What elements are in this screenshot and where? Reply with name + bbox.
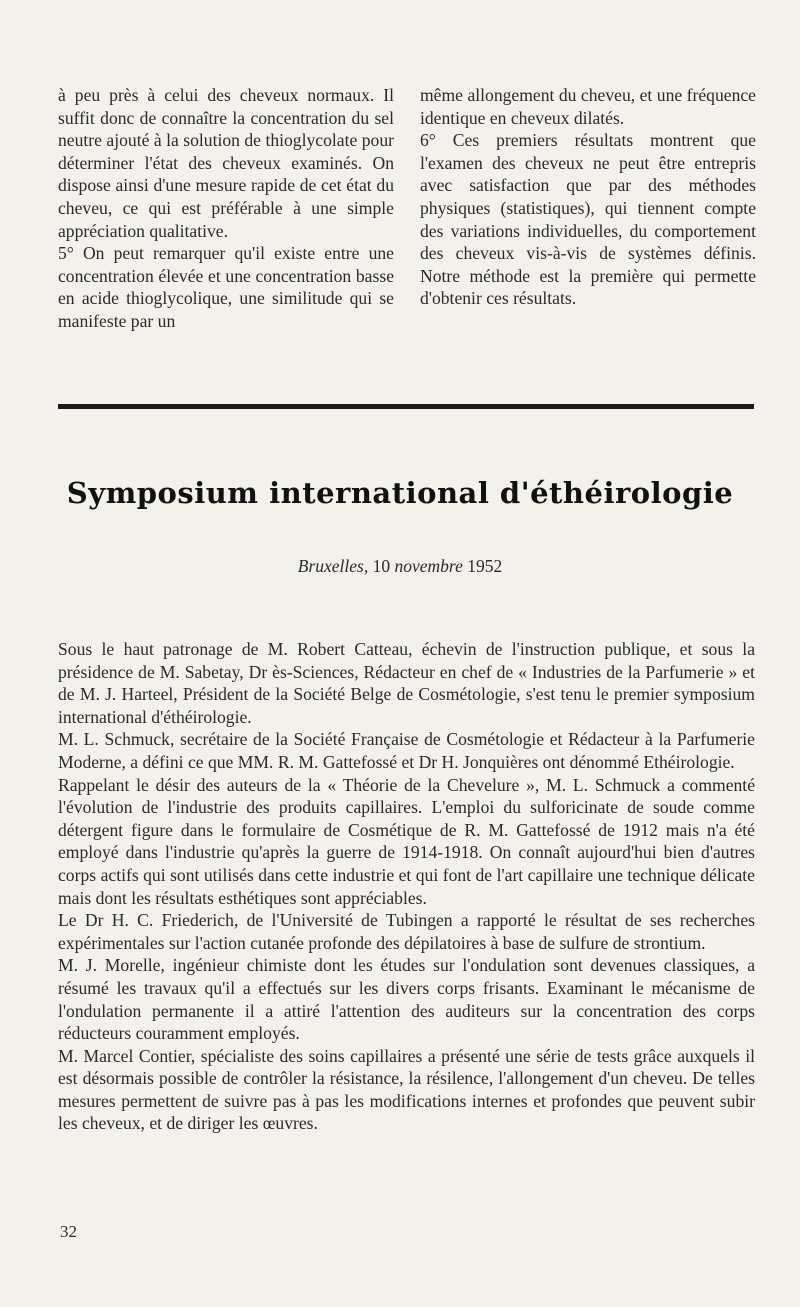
article-paragraph: Sous le haut patronage de M. Robert Catteau, échevin de l'instruction publique, et sous la présidence de M. Sabetay, Dr ès-Sciences, Rédacteur en chef de « Industries de la Parfumerie » et de M. J. Harteel, Président de la Société Belge de Cosmétologie, s'est tenu le premier symposium international d'éthéirologie. <box>58 639 755 727</box>
dateline-place: Bruxelles, <box>297 556 369 576</box>
dateline-day: 10 <box>372 556 391 576</box>
dateline <box>0 556 800 577</box>
article-paragraph: M. L. Schmuck, secrétaire de la Société Française de Cosmétologie et Rédacteur à la Parfumerie Moderne, a défini ce que MM. R. M. Gattefossé et Dr H. Jonquières ont dénommé Ethéirologie. <box>58 729 755 772</box>
article-title: Symposium international d'éthéirologie <box>66 476 734 510</box>
left-column-paragraph: à peu près à celui des cheveux normaux. Il suffit donc de connaître la concentration du sel neutre ajouté à la solution de thioglycolate pour déterminer l'état des cheveux examinés. On dispose ainsi d'une mesure rapide de cet état du cheveu, ce qui est préférable à une simple appréciation qualitative. <box>58 85 394 241</box>
article-paragraph: Rappelant le désir des auteurs de la « Théorie de la Chevelure », M. L. Schmuck a commenté l'évolution de l'industrie des produits capillaires. L'emploi du sulforicinate de soude comme détergent figure dans le formulaire de Cosmétique de R. M. Gattefossé de 1912 mais n'a été employé dans l'industrie qu'après la guerre de 1914-1918. On connaît aujourd'hui bien d'autres corps actifs qui sont utilisés dans cette industrie et qui font de l'art capillaire une technique délicate mais dont les résultats esthétiques sont appréciables. <box>58 774 755 908</box>
left-column-item-5: 5° On peut remarquer qu'il existe entre une concentration élevée et une concentration basse en acide thioglycolique, une similitude qui se manifeste par un <box>58 243 394 331</box>
right-column-item-6: 6° Ces premiers résultats montrent que l'examen des cheveux ne peut être entrepris avec satisfaction que par des méthodes physiques (statistiques), qui tiennent compte des variations individuelles, du comportement des cheveux vis-à-vis de systèmes définis. Notre méthode est la première qui permette d'obtenir ces résultats. <box>420 130 756 309</box>
section-divider <box>58 404 754 409</box>
left-column <box>58 84 394 333</box>
article-paragraph: Le Dr H. C. Friederich, de l'Université de Tubingen a rapporté le résultat de ses recherches expérimentales sur l'action cutanée profonde des dépilatoires à base de sulfure de strontium. <box>58 910 755 953</box>
right-column-paragraph: même allongement du cheveu, et une fréquence identique en cheveux dilatés. <box>420 85 756 128</box>
page-number: 32 <box>60 1222 77 1241</box>
dateline-month: novembre <box>394 556 463 576</box>
dateline-year: 1952 <box>467 556 503 576</box>
article-body <box>58 638 755 1135</box>
right-column <box>420 84 756 310</box>
article-paragraph: M. J. Morelle, ingénieur chimiste dont les études sur l'ondulation sont devenues classiques, a résumé les travaux qu'il a effectués sur les divers corps frisants. Examinant le mécanisme de l'ondulation permanente il a attiré l'attention des auditeurs sur la concentration des corps réducteurs couramment employés. <box>58 955 755 1044</box>
article-paragraph: M. Marcel Contier, spécialiste des soins capillaires a présenté une série de tests grâce auxquels il est désormais possible de contrôler la résistance, la résilence, l'allongement d'un cheveu. De telles mesures permettent de suivre pas à pas les modifications internes et profondes que peuvent subir les cheveux, et de diriger les œuvres. <box>58 1045 755 1134</box>
